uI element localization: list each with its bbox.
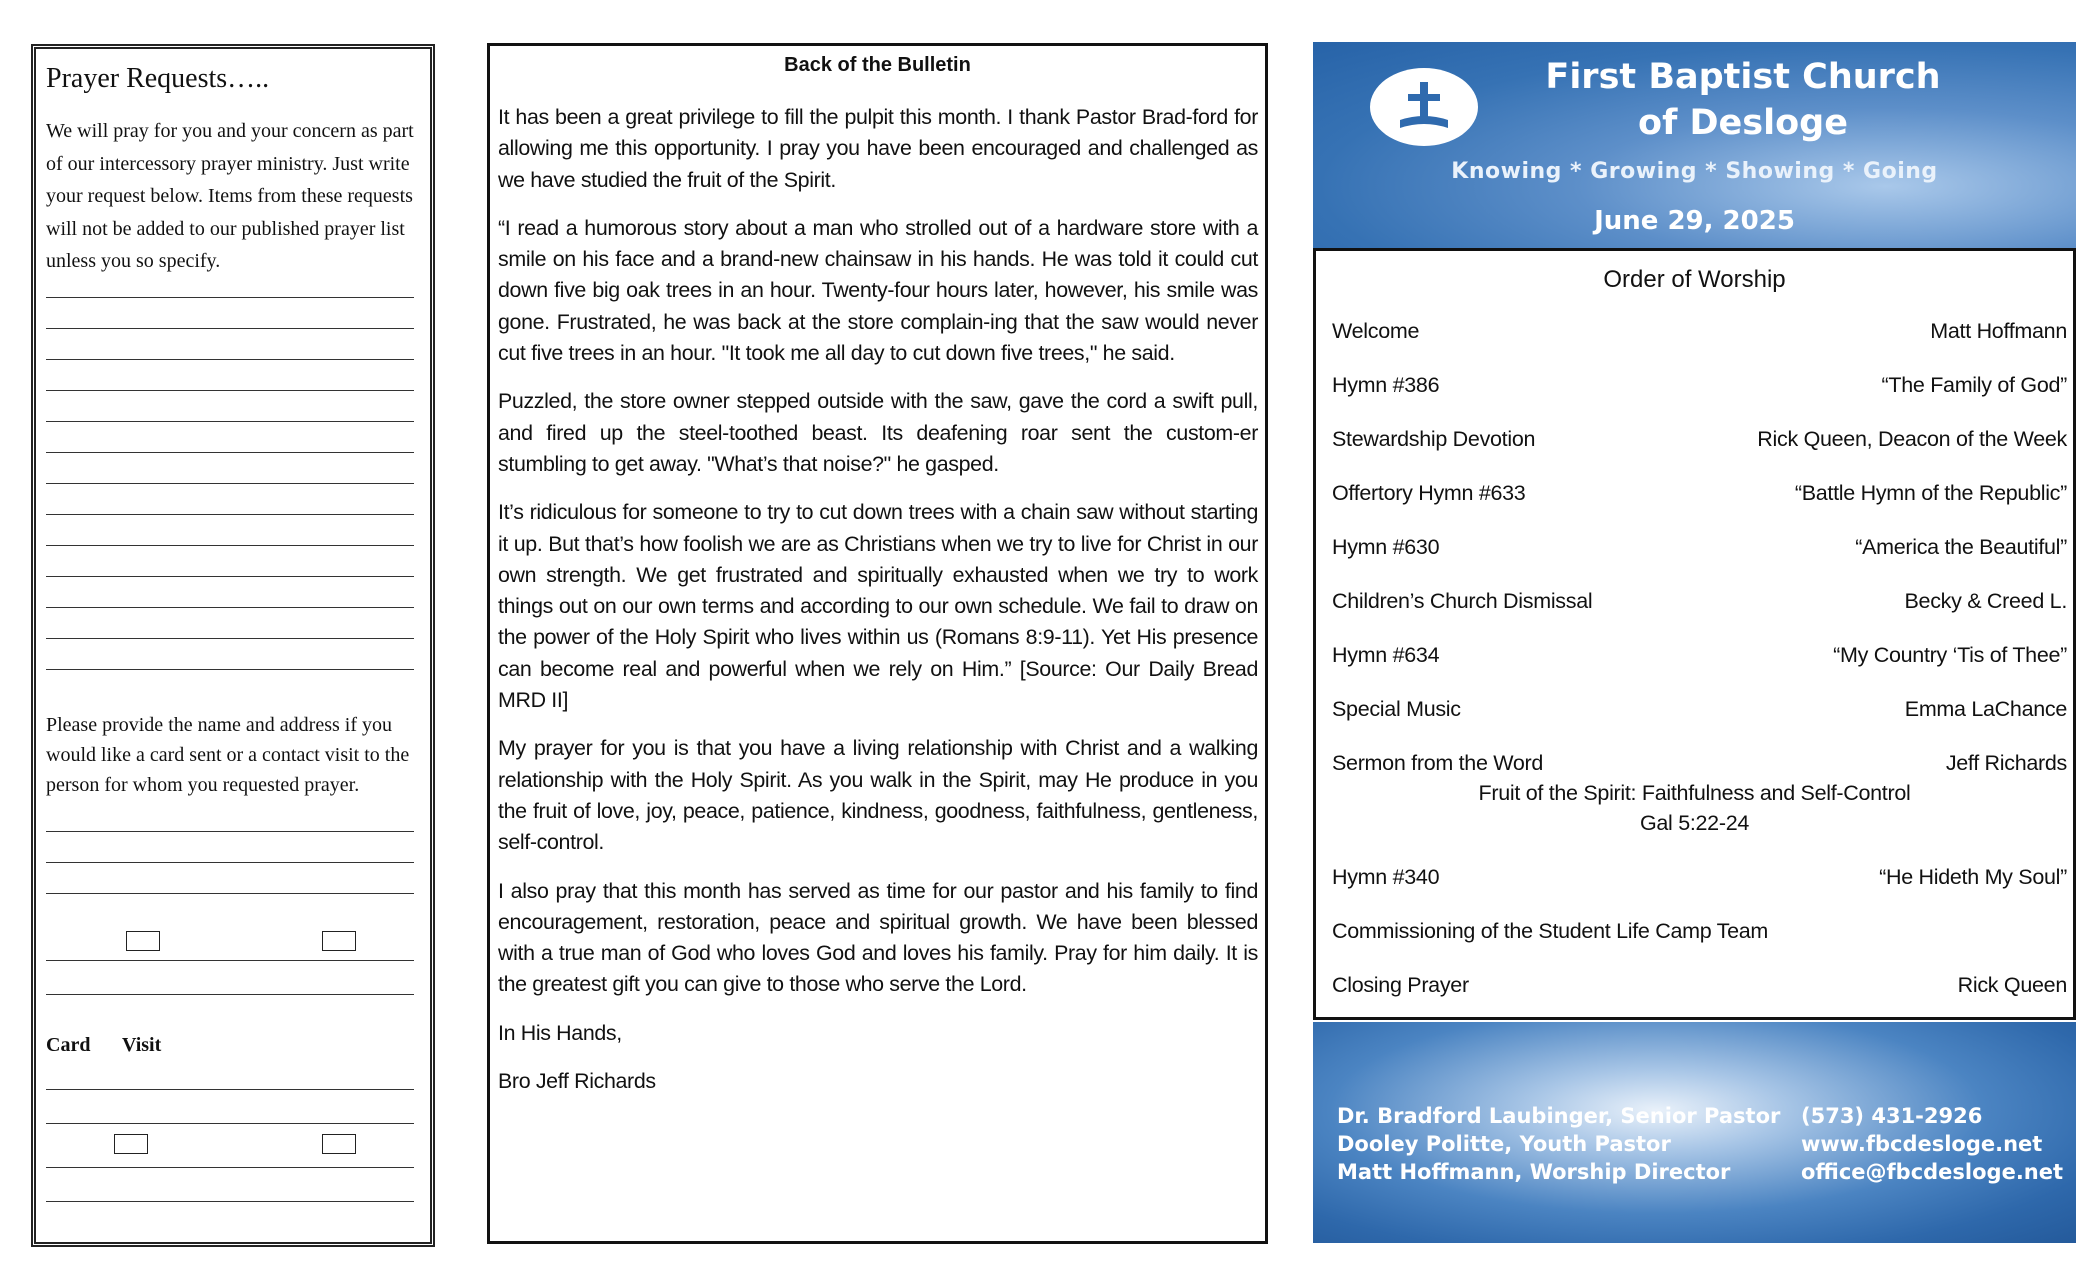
contact-line[interactable] [46,1089,414,1090]
church-name-line1: First Baptist Church [1545,57,1941,97]
letter-paragraph: I also pray that this month has served as time for our pastor and his family to find encouragement, restoration, peace and spiritual growth. We have been blessed with a true man of God who loves God and loves his family. Pray for him daily. It is the greatest gift you can give to those who serve the Lord. [498,878,1258,997]
prayer-requests-title: Prayer Requests….. [46,63,270,94]
church-name [1503,54,1983,146]
sermon-scripture: Gal 5:22-24 [1639,811,1750,835]
request-line[interactable] [46,514,414,515]
order-of-worship-heading: Order of Worship [1603,266,1786,293]
letter-paragraph: My prayer for you is that you have a living relationship with Christ and a walking relationship with the Holy Spirit. As you walk in the Spirit, may He produce in you the fruit of love, joy, peace, patience, kindness, goodness, faithfulness, gentleness, self-control. [498,736,1258,855]
worship-item-label: Hymn #340 [1332,865,1440,889]
church-name-line2: of Desloge [1638,103,1848,143]
visit-label: Visit [122,1034,162,1056]
church-website-link[interactable]: www.fbcdesloge.net [1801,1132,2043,1156]
worship-item-leader: Jeff Richards [1945,751,2067,775]
card-checkbox[interactable] [114,1134,148,1154]
request-line[interactable] [46,328,414,329]
card-checkbox[interactable] [126,931,160,951]
contact-line[interactable] [46,1123,414,1124]
request-line[interactable] [46,638,414,639]
prayer-request-form [31,44,435,1247]
request-line[interactable] [46,607,414,608]
letter-paragraph: Puzzled, the store owner stepped outside with the saw, gave the cord a swift pull, and fired up the steel-toothed beast. Its deafening roar sent the custom-er stumbling to get away. "What’s that noise?" he gasped. [498,389,1258,476]
worship-item-label: Offertory Hymn #633 [1332,481,1526,505]
worship-item-label: Hymn #634 [1332,643,1440,667]
worship-item-leader: Rick Queen [1957,973,2067,997]
staff-worship-director: Matt Hoffmann, Worship Director [1337,1160,1731,1184]
contact-line[interactable] [46,893,414,894]
visit-checkbox[interactable] [322,1134,356,1154]
worship-item-leader: “My Country ‘Tis of Thee” [1833,643,2067,667]
service-date: June 29, 2025 [1594,206,1795,236]
worship-item-leader: Emma LaChance [1904,697,2067,721]
letter-title: Back of the Bulletin [784,54,971,76]
request-line[interactable] [46,545,414,546]
staff-contact-band [1313,1022,2076,1243]
visit-checkbox[interactable] [322,931,356,951]
card-label: Card [46,1034,91,1056]
staff-senior-pastor: Dr. Bradford Laubinger, Senior Pastor [1337,1104,1781,1128]
worship-item-leader: Rick Queen, Deacon of the Week [1757,427,2067,451]
worship-item-leader: “America the Beautiful” [1855,535,2067,559]
staff-youth-pastor: Dooley Politte, Youth Pastor [1337,1132,1671,1156]
back-of-bulletin-letter [487,43,1268,1244]
letter-closing: In His Hands, [498,1020,622,1045]
request-line[interactable] [46,297,414,298]
worship-item-label: Hymn #386 [1332,373,1440,397]
contact-line[interactable] [46,831,414,832]
request-line[interactable] [46,483,414,484]
worship-item-label: Welcome [1332,319,1420,343]
prayer-intro-text: We will pray for you and your concern as part of our intercessory prayer ministry. Just write your request below. Items from these requests will not be added to our published prayer list unless you so specify. [46,120,414,272]
worship-item-label: Commissioning of the Student Life Camp Team [1332,919,1769,943]
church-motto: Knowing * Growing * Showing * Going [1451,159,1938,184]
church-logo [1370,68,1478,146]
bulletin-cover [1313,42,2076,1243]
contact-line[interactable] [46,1201,414,1202]
sermon-title: Fruit of the Spirit: Faithfulness and Self-Control [1478,781,1911,805]
card-visit-labels [46,1034,161,1057]
worship-item-label: Closing Prayer [1332,973,1469,997]
church-email-link[interactable]: office@fbcdesloge.net [1801,1160,2064,1184]
contact-line[interactable] [46,994,414,995]
letter-body [498,102,1258,1114]
letter-signature: Bro Jeff Richards [498,1069,656,1094]
worship-item-label: Stewardship Devotion [1332,427,1536,451]
letter-paragraph: “I read a humorous story about a man who strolled out of a hardware store with a smile on his face and a brand-new chainsaw in his hands. He was told it could cut down five big oak trees in an hour. Twenty-four hours later, however, his smile was gone. Frustrated, he was back at the store complain-ing that the saw would never cut five trees in an hour. "It took me all day to cut down five trees," he said. [498,215,1258,366]
worship-item-leader: Becky & Creed L. [1904,589,2067,613]
worship-item-label: Hymn #630 [1332,535,1440,559]
request-line[interactable] [46,669,414,670]
contact-line[interactable] [46,960,414,961]
request-line[interactable] [46,390,414,391]
worship-item-leader: “He Hideth My Soul” [1879,865,2067,889]
request-line[interactable] [46,452,414,453]
cross-icon [1370,68,1478,146]
worship-item-label: Special Music [1332,697,1461,721]
contact-line[interactable] [46,862,414,863]
letter-paragraph: It’s ridiculous for someone to try to cut down trees with a chain saw without starting it up. But that’s how foolish we are as Christians when we try to live for Christ in our own strength. We get frustrated and spiritually exhausted when we try to work things out on our own terms and according to our own schedule. We fail to draw on the power of the Holy Spirit who lives within us (Romans 8:9-11). Yet His presence can become real and powerful when we rely on Him.” [Source: Our Daily Bread MRD II] [498,500,1258,713]
contact-request-text: Please provide the name and address if you would like a card sent or a contact visit to the person for whom you requested prayer. [46,714,410,796]
letter-paragraph: It has been a great privilege to fill the pulpit this month. I thank Pastor Brad-ford for allowing me this opportunity. I pray you have been encouraged and challenged as we have studied the fruit of the Spirit. [498,105,1258,192]
worship-item-label: Sermon from the Word [1332,751,1544,775]
request-line[interactable] [46,421,414,422]
worship-item-label: Children’s Church Dismissal [1332,589,1593,613]
header-band [1313,42,2076,248]
request-line[interactable] [46,359,414,360]
worship-item-leader: “The Family of God” [1881,373,2067,397]
request-line[interactable] [46,576,414,577]
order-of-worship [1313,248,2076,1020]
church-phone[interactable]: (573) 431-2926 [1801,1104,1983,1128]
contact-line[interactable] [46,1167,414,1168]
worship-item-leader: Matt Hoffmann [1930,319,2067,343]
worship-item-leader: “Battle Hymn of the Republic” [1794,481,2067,505]
